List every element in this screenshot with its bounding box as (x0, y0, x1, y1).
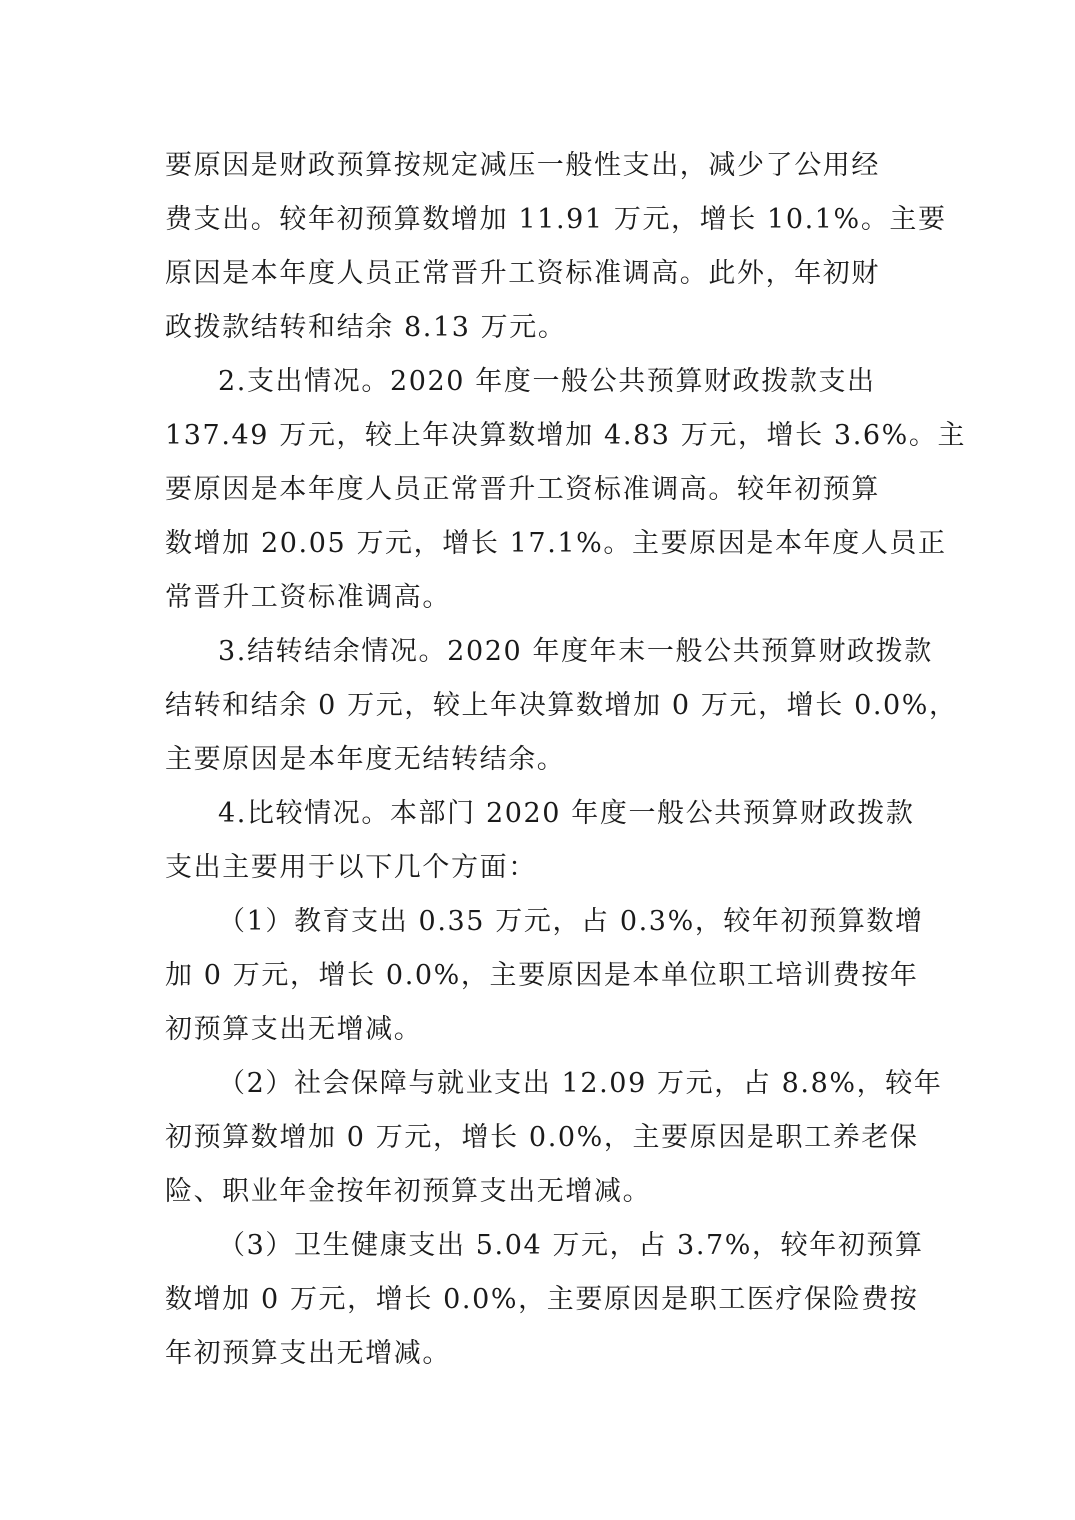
text-line: 费支出。较年初预算数增加 11.91 万元，增长 10.1%。主要 (165, 204, 947, 235)
paragraph-start-line: 2.支出情况。2020 年度一般公共预算财政拨款支出 (218, 366, 876, 397)
text-line: 初预算数增加 0 万元，增长 0.0%，主要原因是职工养老保 (165, 1122, 919, 1153)
text-line: 常晋升工资标准调高。 (165, 582, 451, 613)
text-line: 加 0 万元，增长 0.0%，主要原因是本单位职工培训费按年 (165, 960, 919, 991)
text-line: 要原因是本年度人员正常晋升工资标准调高。较年初预算 (165, 474, 880, 505)
text-line: 原因是本年度人员正常晋升工资标准调高。此外，年初财 (165, 258, 880, 289)
paragraph-start-line: （1）教育支出 0.35 万元，占 0.3%，较年初预算数增 (218, 906, 924, 937)
text-line: 险、职业年金按年初预算支出无增减。 (165, 1176, 652, 1207)
paragraph-start-line: 4.比较情况。本部门 2020 年度一般公共预算财政拨款 (218, 798, 915, 829)
text-line: 结转和结余 0 万元，较上年决算数增加 0 万元，增长 0.0%， (165, 690, 958, 721)
text-line: 数增加 0 万元，增长 0.0%，主要原因是职工医疗保险费按 (165, 1284, 919, 1315)
text-line: 137.49 万元，较上年决算数增加 4.83 万元，增长 3.6%。主 (165, 420, 967, 451)
paragraph-start-line: 3.结转结余情况。2020 年度年末一般公共预算财政拨款 (218, 636, 933, 667)
text-line: 主要原因是本年度无结转结余。 (165, 744, 566, 775)
text-line: 支出主要用于以下几个方面： (165, 852, 537, 883)
text-line: 初预算支出无增减。 (165, 1014, 423, 1045)
text-line: 年初预算支出无增减。 (165, 1338, 451, 1369)
paragraph-start-line: （3）卫生健康支出 5.04 万元，占 3.7%，较年初预算 (218, 1230, 924, 1261)
text-line: 政拨款结转和结余 8.13 万元。 (165, 312, 567, 343)
text-line: 数增加 20.05 万元，增长 17.1%。主要原因是本年度人员正 (165, 528, 947, 559)
text-line: 要原因是财政预算按规定减压一般性支出，减少了公用经 (165, 150, 880, 181)
paragraph-start-line: （2）社会保障与就业支出 12.09 万元，占 8.8%，较年 (218, 1068, 943, 1099)
